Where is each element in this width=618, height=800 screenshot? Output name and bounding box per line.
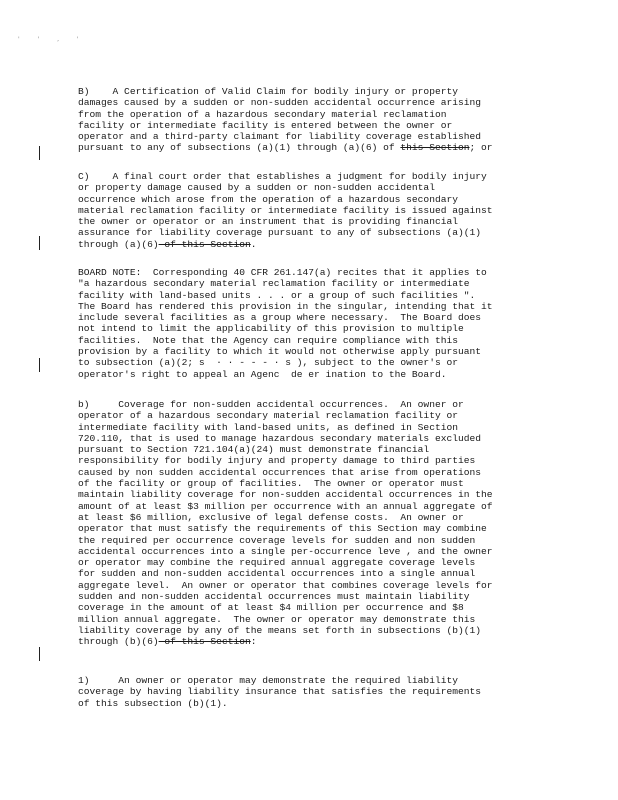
text-line: responsibility for bodily injury and property damage to third parties (78, 455, 476, 467)
text-line: of this subsection (b)(1). (78, 697, 228, 709)
text-line: C) A final court order that establishes a judgment for bodily injury (78, 171, 487, 182)
text-line: operator's right to appeal an Agenc de er ination to the Board. (78, 368, 447, 380)
paragraph-b (78, 86, 548, 154)
paragraph-1 (78, 675, 548, 709)
text-line: provision by a facility to which it would not otherwise apply pursuant (78, 346, 482, 358)
text-line: caused by non sudden accidental occurrences that arise from operations (78, 466, 482, 478)
text-line: for sudden and non-sudden accidental occurrences into a single annual (78, 568, 476, 580)
text-line: operator of a hazardous secondary material reclamation facility or (78, 410, 458, 422)
text-line: the owner or operator or an instrument that is providing financial (78, 216, 458, 228)
struck-text: this Section (400, 142, 470, 154)
text-line: facility with land-based units . . . or a group of such facilities ". (78, 289, 476, 301)
text-line-end: ; or (469, 142, 493, 154)
text-line: through (a)(6) (78, 238, 159, 250)
text-line: to subsection (a)(2; s · · - - - · s ), subject to the owner's or (78, 357, 458, 369)
text-line: The Board has rendered this provision in the singular, intending that it (78, 300, 493, 312)
text-line: liability coverage by any of the means set forth in subsections (b)(1) (78, 624, 482, 636)
text-line: pursuant to any of subsections (a)(1) through (a)(6) of (78, 142, 401, 154)
text-line: damages caused by a sudden or non-sudden accidental occurrence arising (78, 97, 482, 109)
text-line: B) A Certification of Valid Claim for bodily injury or property (78, 86, 458, 97)
change-bar (39, 236, 40, 250)
change-bar (39, 358, 40, 372)
text-line: pursuant to Section 721.104(a)(24) must demonstrate financial (78, 444, 430, 456)
text-line: include several facilities as a group where necessary. The Board does (78, 312, 482, 324)
board-note (78, 267, 548, 380)
text-line: through (b)(6) (78, 636, 159, 648)
text-line-end: . (250, 238, 257, 250)
text-line: material reclamation facility or intermediate facility is issued against (78, 204, 493, 216)
text-line: million annual aggregate. The owner or operator may demonstrate this (78, 613, 476, 625)
change-bar (39, 647, 40, 661)
paragraph-b-nonsudden (78, 399, 548, 648)
text-line-end: : (250, 636, 257, 648)
text-line: amount of at least $3 million per occurrence with an annual aggregate of (78, 500, 493, 512)
text-line: 720.110, that is used to manage hazardous secondary materials excluded (78, 432, 482, 444)
text-line: 1) An owner or operator may demonstrate the required liability (78, 675, 458, 686)
text-line: occurrence which arose from the operation of a hazardous secondary (78, 193, 458, 205)
text-line: at least $6 million, exclusive of legal defense costs. An owner or (78, 511, 464, 523)
text-line: aggregate level. An owner or operator that combines coverage levels for (78, 579, 493, 591)
text-line: operator that must satisfy the requirements of this Section may combine (78, 523, 487, 535)
text-line: facilities. Note that the Agency can require compliance with this (78, 334, 458, 346)
text-line: coverage in the amount of at least $4 million per occurrence and $8 (78, 602, 464, 614)
text-line: sudden and non-sudden accidental occurrences must maintain liability (78, 591, 470, 603)
text-line: the required per occurrence coverage levels for sudden and non sudden (78, 534, 476, 546)
text-line: from the operation of a hazardous secondary material reclamation (78, 108, 447, 120)
text-line: operator and a third-party claimant for liability coverage established (78, 131, 482, 143)
change-bar (39, 146, 40, 160)
text-line: or operator may combine the required annual aggregate coverage levels (78, 557, 476, 569)
text-line: assurance for liability coverage pursuant to any of subsections (a)(1) (78, 227, 482, 239)
text-line: not intend to limit the applicability of this provision to multiple (78, 323, 464, 335)
text-line: or property damage caused by a sudden or non-sudden accidental (78, 182, 435, 194)
text-line: intermediate facility with land-based units, as defined in Section (78, 421, 458, 433)
text-line: coverage by having liability insurance that satisfies the requirements (78, 686, 482, 698)
text-line: maintain liability coverage for non-sudden accidental occurrences in the (78, 489, 493, 501)
text-line: BOARD NOTE: Corresponding 40 CFR 261.147(a) recites that it applies to (78, 267, 487, 278)
text-line: accidental occurrences into a single per-occurrence leve , and the owner (78, 545, 493, 557)
text-line: of the facility or group of facilities. The owner or operator must (78, 478, 464, 490)
text-line: facility or intermediate facility is entered between the owner or (78, 119, 453, 131)
text-line: b) Coverage for non-sudden accidental occurrences. An owner or (78, 399, 464, 410)
struck-text: of this Section (158, 636, 251, 648)
text-line: "a hazardous secondary material reclamation facility or intermediate (78, 278, 470, 290)
paragraph-c (78, 171, 548, 250)
struck-text: of this Section (158, 238, 251, 250)
scan-specks: ' ' , ' (18, 36, 87, 43)
